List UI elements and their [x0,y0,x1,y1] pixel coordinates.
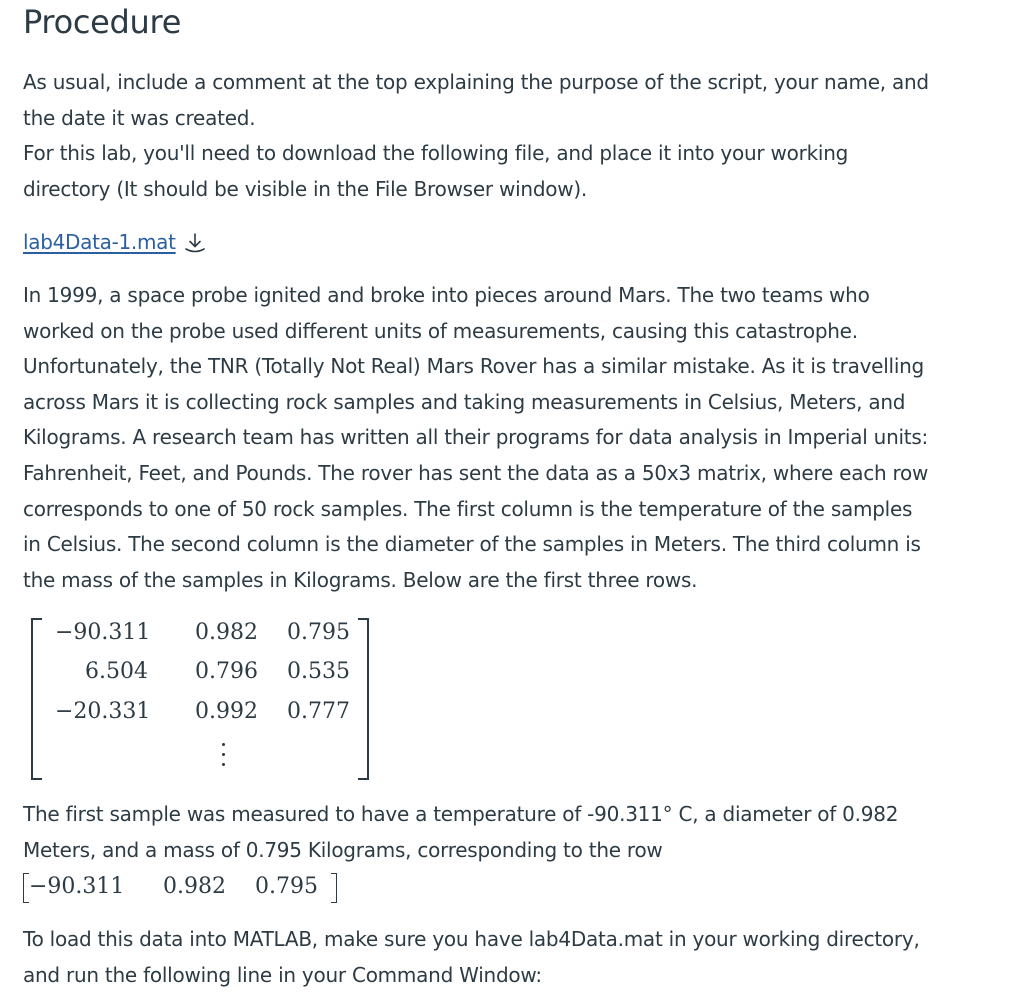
matrix-cell: 0.535 [287,659,350,684]
paragraph-line: the date it was created. [23,105,256,130]
paragraph-line: and run the following line in your Command Window: [23,962,542,987]
paragraph-line: In 1999, a space probe ignited and broke into pieces around Mars. The two teams who [23,283,870,307]
row-vector-cell: −90.311 [29,874,125,899]
matrix-cell: 0.982 [195,620,258,645]
row-vector-right-bracket [331,873,337,903]
matrix-cell: −20.331 [55,699,151,724]
first-sample-explanation [23,797,898,868]
row-vector [23,871,337,903]
paragraph-line: Fahrenheit, Feet, and Pounds. The rover has sent the data as a 50x3 matrix, where each row [23,460,929,485]
matrix-left-bracket [31,618,42,780]
paragraph-line: To load this data into MATLAB, make sure you have lab4Data.mat in your working directory, [23,927,920,951]
matrix-cell: 0.777 [287,699,350,724]
matrix-cell: 0.795 [287,620,350,645]
paragraph-line: As usual, include a comment at the top explaining the purpose of the script, your name, and [23,70,929,94]
vertical-ellipsis [221,743,227,773]
matrix-right-bracket [358,618,369,780]
download-instructions [23,136,848,207]
problem-description [23,278,928,598]
row-vector-cell: 0.982 [163,874,226,899]
paragraph-line: the mass of the samples in Kilograms. Below are the first three rows. [23,567,698,592]
paragraph-line: directory (It should be visible in the File Browser window). [23,176,588,201]
paragraph-line: Meters, and a mass of 0.795 Kilograms, corresponding to the row [23,837,663,862]
matrix-cell: −90.311 [55,620,151,645]
matrix-cell: 0.992 [195,699,258,724]
matrix-cell: 6.504 [85,659,148,684]
file-download-row [23,225,206,260]
paragraph-line: across Mars it is collecting rock samples and taking measurements in Celsius, Meters, and [23,389,906,414]
load-instructions [23,922,920,993]
data-matrix [31,615,369,777]
paragraph-line: worked on the probe used different units of measurements, causing this catastrophe. [23,318,858,343]
page-title: Procedure [23,3,182,41]
download-icon[interactable] [184,231,206,255]
paragraph-line: in Celsius. The second column is the diameter of the samples in Meters. The third column is [23,532,921,557]
intro-paragraph [23,65,929,136]
paragraph-line: Unfortunately, the TNR (Totally Not Real) Mars Rover has a similar mistake. As it is travelling [23,354,925,379]
paragraph-line: For this lab, you'll need to download the following file, and place it into your working [23,141,849,165]
file-download-link[interactable]: lab4Data-1.mat [23,230,176,254]
matrix-cell: 0.796 [195,659,258,684]
paragraph-line: The first sample was measured to have a temperature of -90.311° C, a diameter of 0.982 [23,802,899,826]
row-vector-cell: 0.795 [255,874,318,899]
paragraph-line: corresponds to one of 50 rock samples. The first column is the temperature of the samples [23,496,913,521]
paragraph-line: Kilograms. A research team has written all their programs for data analysis in Imperial units: [23,425,929,450]
